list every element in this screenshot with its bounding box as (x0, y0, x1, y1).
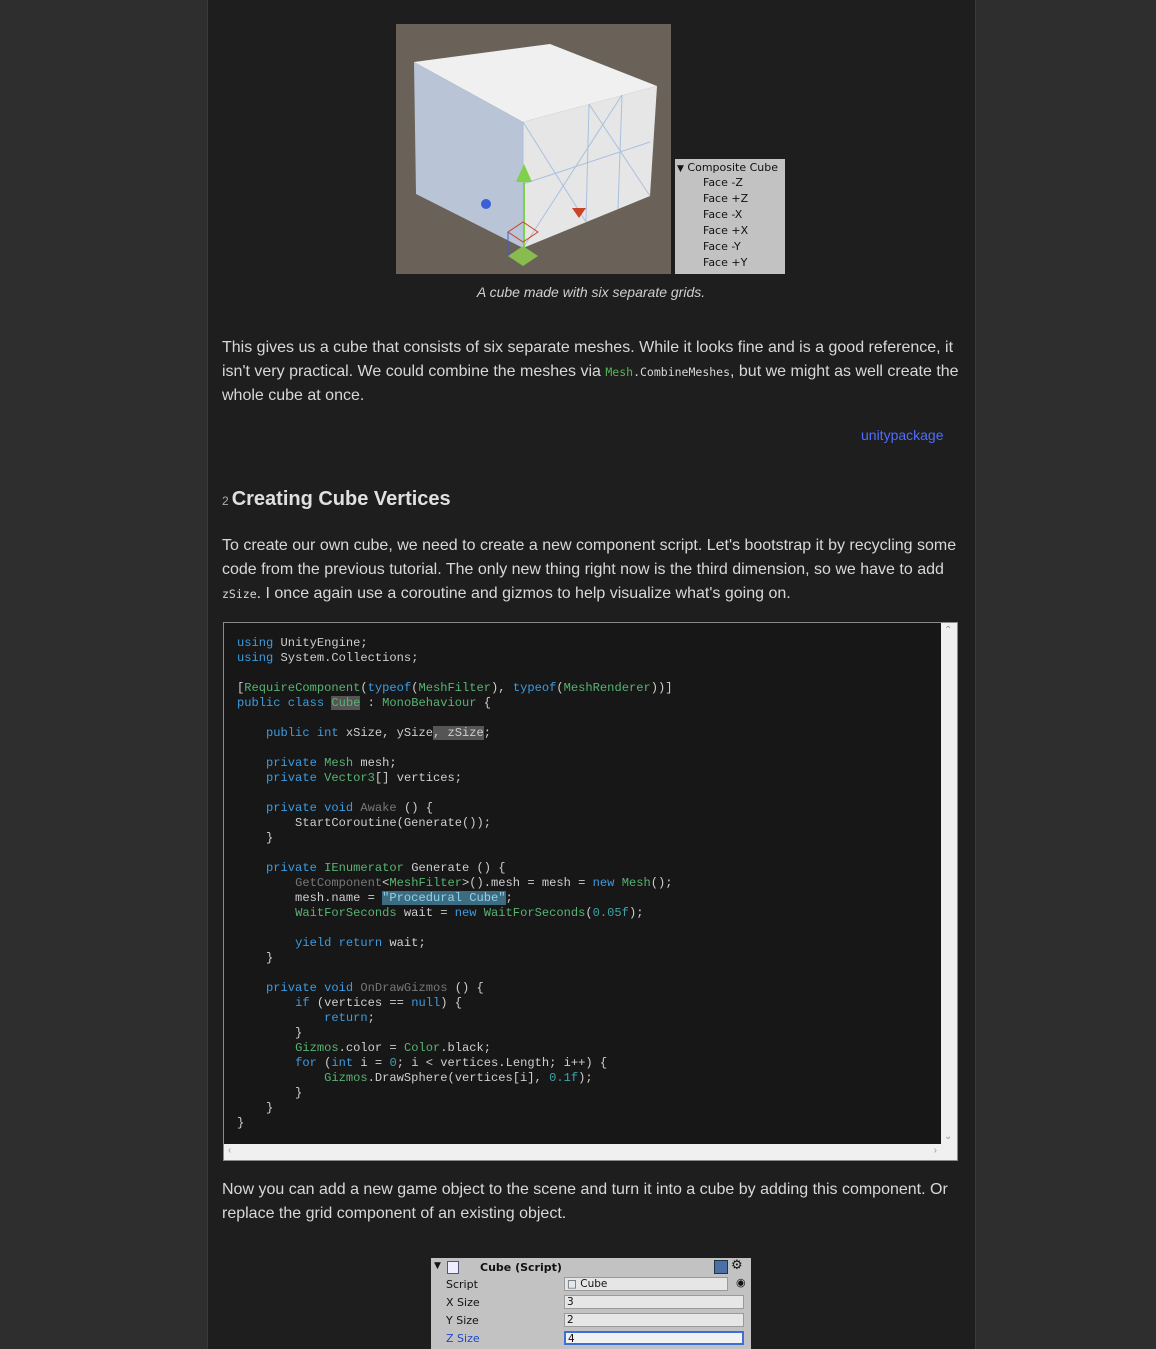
field-label: Z Size (446, 1332, 480, 1345)
object-picker-icon[interactable]: ◉ (736, 1276, 746, 1289)
component-title: Cube (Script) (480, 1261, 562, 1274)
inline-code: zSize (222, 587, 257, 601)
gear-icon[interactable]: ⚙ (731, 1258, 743, 1273)
inline-code: Mesh.CombineMeshes (605, 365, 731, 379)
code-block[interactable] (223, 622, 958, 1161)
section-heading: 2 Creating Cube Vertices (222, 488, 451, 510)
composite-cube-image (396, 24, 671, 274)
hierarchy-item[interactable]: Face +Y (703, 256, 748, 269)
horizontal-scrollbar[interactable] (224, 1144, 957, 1160)
foldout-triangle-icon[interactable]: ▼ (434, 1261, 441, 1271)
hierarchy-root-item[interactable]: ▼ Composite Cube (677, 161, 779, 174)
hierarchy-item[interactable]: Face -Y (703, 240, 741, 253)
y-size-input[interactable]: 2 (564, 1313, 744, 1327)
field-label: Y Size (446, 1314, 479, 1327)
script-field[interactable]: □ Cube (564, 1277, 728, 1291)
field-label: X Size (446, 1296, 480, 1309)
script-icon (447, 1261, 459, 1274)
hierarchy-item[interactable]: Face +X (703, 224, 749, 237)
hierarchy-item[interactable]: Face -X (703, 208, 743, 221)
code-listing: using UnityEngine; using System.Collections; [RequireComponent(typeof(MeshFilter), typeof(MeshRenderer))] public class Cube : MonoBehaviour { public int xSize, ySize, zSize; private Mesh mesh; private Vector3[] vertices; private void Awake () { StartCoroutine(Generate()); } private IEnumerator Generate () { GetComponent<MeshFilter>().mesh = mesh = new Mesh(); mesh.name = "Procedural Cube"; WaitForSeconds wait = new WaitForSeconds(0.05f); yield return wait; } private void OnDrawGizmos () { if (vertices == null) { return; } Gizmos.color = Color.black; for (int i = 0; i < vertices.Length; i++) { Gizmos.DrawSphere(vertices[i], 0.1f); } } } (237, 636, 673, 1130)
unitypackage-link[interactable]: unitypackage (861, 427, 944, 443)
z-size-input[interactable]: 4 (564, 1331, 744, 1345)
vertical-scrollbar[interactable] (941, 623, 957, 1144)
paragraph-add-component: Now you can add a new game object to the scene and turn it into a cube by adding this component. Or replace the grid component of an existing object. (222, 1181, 948, 1222)
scroll-left-icon[interactable]: ‹ (228, 1145, 232, 1156)
hierarchy-panel (675, 159, 785, 274)
scroll-down-icon[interactable]: ⌄ (944, 1131, 953, 1142)
help-icon[interactable] (714, 1260, 728, 1274)
figure-caption: A cube made with six separate grids. (476, 284, 706, 300)
hierarchy-item[interactable]: Face +Z (703, 192, 749, 205)
paragraph-intro: This gives us a cube that consists of six separate meshes. While it looks fine and is a good reference, it isn't very practical. We could combine the meshes via Mesh.CombineMeshes, but we might as well create the whole cube at once. (222, 339, 959, 404)
paragraph-section: To create our own cube, we need to create a new component script. Let's bootstrap it by recycling some code from the previous tutorial. The only new thing right now is the third dimension, so we have to add zSize. I once again use a coroutine and gizmos to help visualize what's going on. (222, 537, 957, 602)
hierarchy-item[interactable]: Face -Z (703, 176, 743, 189)
x-size-input[interactable]: 3 (564, 1295, 744, 1309)
inspector-panel (431, 1258, 751, 1349)
scroll-up-icon[interactable]: ⌃ (944, 625, 953, 636)
field-label: Script (446, 1278, 478, 1291)
expand-triangle-icon[interactable]: ▼ (677, 164, 684, 174)
scroll-right-icon[interactable]: › (933, 1145, 937, 1156)
